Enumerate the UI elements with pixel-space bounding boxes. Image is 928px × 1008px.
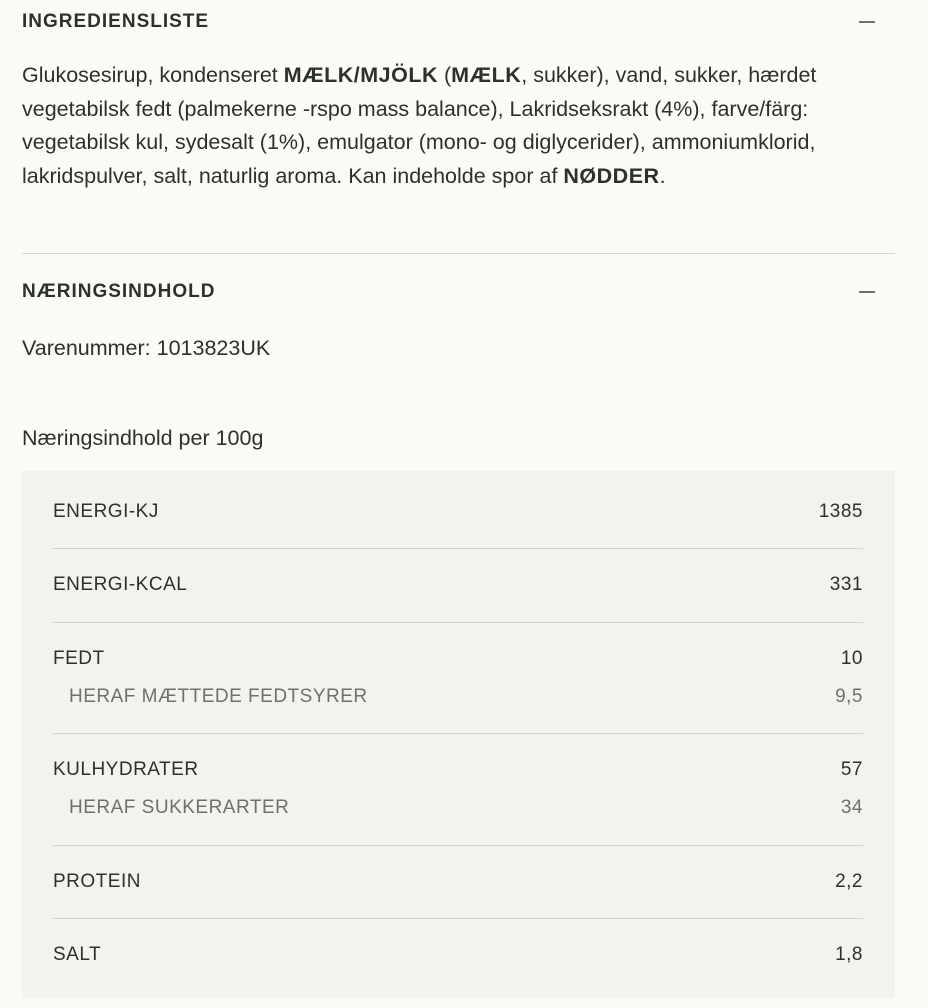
nutrient-label: FEDT	[53, 648, 105, 669]
allergen-text: NØDDER	[563, 163, 660, 188]
row-divider	[53, 622, 863, 623]
nutrient-value: 34	[840, 797, 863, 818]
collapse-icon[interactable]	[859, 291, 875, 293]
allergen-text: MÆLK/MJÖLK	[283, 63, 439, 87]
nutrient-value: 1,8	[835, 944, 863, 965]
row-divider	[53, 733, 863, 734]
ingredients-text	[22, 59, 895, 193]
ingredients-section	[22, 0, 895, 193]
nutrient-label: SALT	[53, 944, 102, 965]
nutrition-per-label: Næringsindhold per 100g	[22, 426, 264, 450]
nutrient-value: 331	[829, 574, 863, 595]
allergen-text: MÆLK	[451, 63, 522, 87]
ingredient-text: Glukosesirup, kondenseret	[22, 63, 284, 87]
nutrition-subrow	[69, 686, 863, 708]
section-divider	[22, 253, 895, 254]
nutrient-label: ENERGI-KJ	[53, 501, 159, 522]
nutrient-label: KULHYDRATER	[53, 759, 199, 780]
nutrition-title: NÆRINGSINDHOLD	[22, 281, 216, 302]
nutrition-row	[53, 574, 863, 596]
nutrient-value: 57	[840, 759, 863, 780]
ingredients-header[interactable]	[22, 0, 895, 44]
nutrition-row	[53, 648, 863, 670]
collapse-icon[interactable]	[859, 21, 875, 23]
item-number: Varenummer: 1013823UK	[22, 336, 271, 360]
nutrient-label: ENERGI-KCAL	[53, 574, 188, 595]
nutrient-label: PROTEIN	[53, 871, 141, 892]
nutrient-label: HERAF MÆTTEDE FEDTSYRER	[69, 686, 368, 707]
nutrient-label: HERAF SUKKERARTER	[69, 797, 290, 818]
nutrition-row	[53, 759, 863, 781]
nutrient-value: 10	[840, 648, 863, 669]
ingredient-text: (	[438, 63, 452, 87]
ingredients-title: INGREDIENSLISTE	[22, 11, 210, 32]
nutrition-table	[22, 471, 895, 998]
nutrition-row	[53, 944, 863, 966]
nutrition-header[interactable]	[22, 270, 895, 314]
nutrition-subrow	[69, 797, 863, 819]
row-divider	[53, 918, 863, 919]
nutrient-value: 9,5	[835, 686, 863, 707]
row-divider	[53, 548, 863, 549]
nutrition-row	[53, 501, 863, 523]
nutrient-value: 2,2	[835, 871, 863, 892]
nutrient-value: 1385	[818, 501, 863, 522]
nutrition-row	[53, 871, 863, 893]
nutrition-section	[22, 270, 895, 314]
ingredient-text: .	[659, 163, 666, 188]
ingredient-text: , sukker), vand, sukker, hærdet vegetabilsk fedt (palmekerne -rspo mass balance), Lakridseksrakt (4%), farve/färg: vegetabilsk kul, sydesalt (1%), emulgator (mono- og diglycerider), ammoniumklorid, lakridspulver, salt, naturlig aroma. Kan indeholde spor af	[22, 63, 817, 188]
row-divider	[53, 845, 863, 846]
